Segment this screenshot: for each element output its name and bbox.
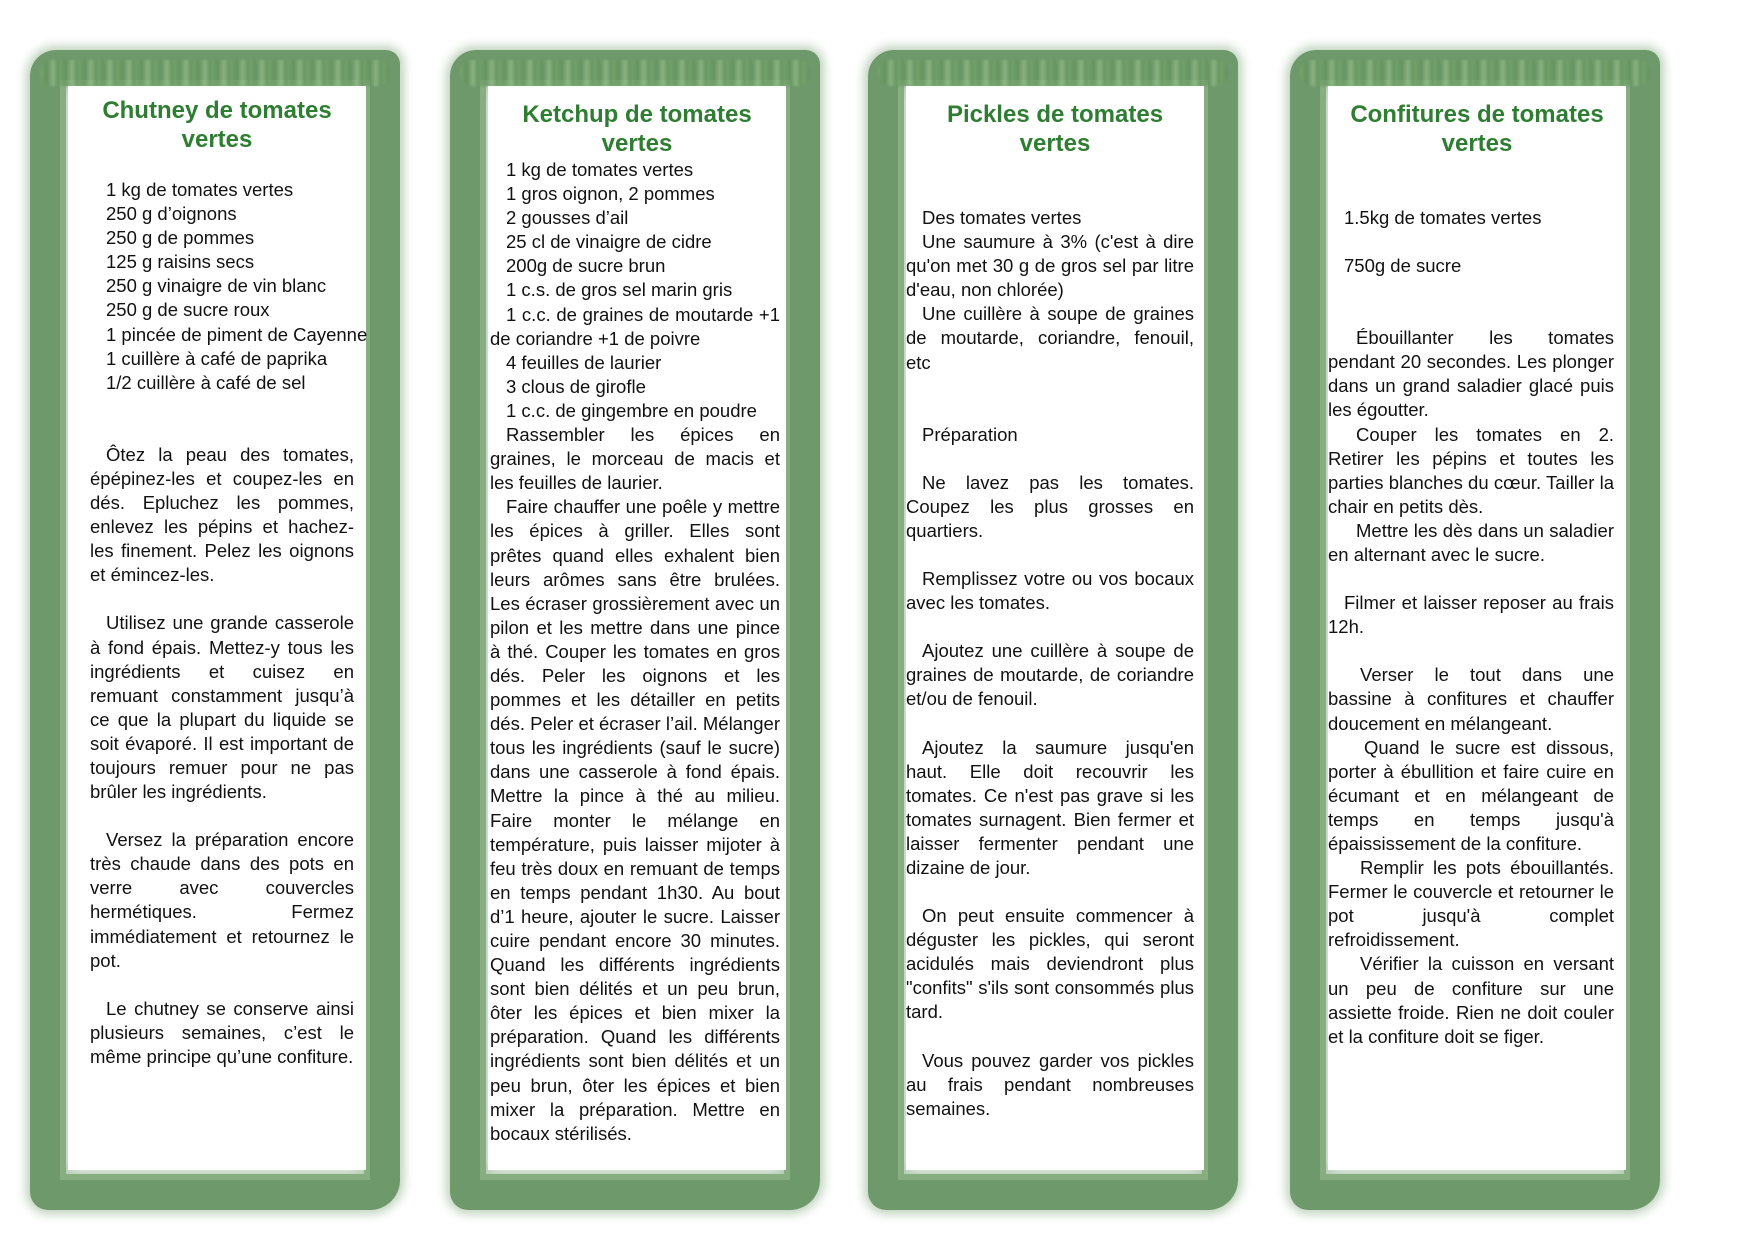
- ingredient-item: Des tomates vertes: [922, 207, 1082, 228]
- ingredient-item: 250 g d’oignons: [106, 203, 237, 225]
- ingredient-item: 1 c.s. de gros sel marin gris: [506, 279, 733, 301]
- instruction-paragraph: Utilisez une grande casserole à fond épais. Mettez-y tous les ingrédients et cuisez en remuant constamment jusqu’à ce que la plupart du liquide se soit évaporé. Il est important de toujours remuer pour ne pas brûler les ingrédients.: [90, 612, 354, 803]
- card-title: Chutney de tomates vertes: [102, 97, 332, 153]
- ingredient-item: Une saumure à 3% (c'est à dire qu'on met 30 g de gros sel par litre d'eau, non chlorée): [906, 231, 1194, 301]
- ingredient-item: 1 gros oignon, 2 pommes: [506, 183, 715, 205]
- ingredient-item: 250 g de sucre roux: [106, 299, 270, 321]
- instruction-paragraph: Ébouillanter les tomates pendant 20 secondes. Les plonger dans un grand saladier glacé puis les égoutter.: [1328, 327, 1614, 421]
- card-title: Pickles de tomates vertes: [946, 101, 1164, 157]
- instruction-paragraph: Ne lavez pas les tomates. Coupez les plus grosses en quartiers.: [906, 471, 1194, 541]
- ingredient-item: 1 c.c. de graines de moutarde +1 de coriandre +1 de poivre: [490, 303, 780, 349]
- section-heading: Préparation: [922, 423, 1018, 445]
- card-content: [1328, 86, 1626, 1170]
- ingredient-item: 4 feuilles de laurier: [506, 351, 662, 373]
- instruction-paragraph: On peut ensuite commencer à déguster les pickles, qui seront acidulés mais deviendront plus "confits" s'ils sont consommés plus tard.: [906, 905, 1194, 1023]
- instruction-paragraph: Ajoutez la saumure jusqu'en haut. Elle doit recouvrir les tomates. Ce n'est pas grave si les tomates surnagent. Bien fermer et laisser fermenter pendant une dizaine de jour.: [906, 736, 1194, 878]
- ingredient-item: 125 g raisins secs: [106, 251, 255, 273]
- ingredient-list: [490, 158, 780, 423]
- instruction-paragraph: Vous pouvez garder vos pickles au frais pendant nombreuses semaines.: [906, 1049, 1194, 1119]
- instruction-paragraph: Ôtez la peau des tomates, épépinez-les et coupez-les en dés. Epluchez les pommes, enlevez les pépins et hachez-les finement. Pelez les oignons et émincez-les.: [90, 443, 354, 586]
- ingredient-item: 1 pincée de piment de Cayenne: [106, 323, 368, 345]
- ingredient-item: 1 cuillère à café de paprika: [106, 347, 328, 369]
- recipe-card-chutney: [30, 50, 400, 1210]
- instruction-paragraph: Remplir les pots ébouillantés. Fermer le couvercle et retourner le pot jusqu'à complet refroidissement.: [1328, 857, 1614, 951]
- ingredient-item: 1/2 cuillère à café de sel: [106, 371, 306, 393]
- ingredient-item: 25 cl de vinaigre de cidre: [506, 231, 712, 253]
- ingredient-item: 1 kg de tomates vertes: [106, 179, 294, 200]
- recipe-card-ketchup: [450, 50, 820, 1210]
- ingredient-list: [906, 206, 1194, 375]
- instruction-paragraph: Ajoutez une cuillère à soupe de graines de moutarde, de coriandre et/ou de fenouil.: [906, 640, 1194, 710]
- ingredient-item: 1.5kg de tomates vertes: [1344, 207, 1542, 228]
- ingredient-item: 1 c.c. de gingembre en poudre: [506, 399, 757, 421]
- instruction-paragraph: Vérifier la cuisson en versant un peu de confiture sur une assiette froide. Rien ne doit couler et la confiture doit se figer.: [1328, 953, 1614, 1047]
- recipe-card-confiture: [1290, 50, 1660, 1210]
- card-title: Ketchup de tomates vertes: [522, 101, 752, 157]
- instruction-paragraph: Faire chauffer une poêle y mettre les épices à griller. Elles sont prêtes quand elles exhalent bien leurs arômes sans être brulées. Les écraser grossièrement avec un pilon et les mettre dans une pince à thé. Couper les tomates en gros dés. Peler les oignons et les pommes et les détailler en petits dés. Peler et écraser l’ail. Mélanger tous les ingrédients (sauf le sucre) dans une casserole à fond épais. Mettre la pince à thé au milieu. Faire monter le mélange en température, puis laisser mijoter à feu très doux en remuant de temps en temps pendant 1h30. Au bout d’1 heure, ajouter le sucre. Laisser cuire pendant encore 30 minutes. Quand les différents ingrédients sont bien délités et un peu brun, ôter les épices et bien mixer la préparation. Quand les différents ingrédients sont bien délités et un peu brun, ôter les épices et bien mixer la préparation. Mettre en bocaux stérilisés.: [490, 496, 780, 1144]
- ingredient-list: [90, 178, 368, 395]
- card-title: Confitures de tomates vertes: [1350, 101, 1604, 157]
- instruction-paragraph: Rassembler les épices en graines, le morceau de macis et les feuilles de laurier.: [490, 424, 780, 494]
- instruction-paragraph: Verser le tout dans une bassine à confitures et chauffer doucement en mélangeant.: [1328, 664, 1614, 734]
- ingredient-item: 3 clous de girofle: [506, 375, 646, 397]
- ingredient-item: Une cuillère à soupe de graines de moutarde, coriandre, fenouil, etc: [906, 303, 1194, 373]
- instruction-paragraph: Quand le sucre est dissous, porter à ébullition et faire cuire en écumant et en mélangeant de temps en temps jusqu'à épaississement de la confiture.: [1328, 736, 1614, 854]
- ingredient-item: 200g de sucre brun: [506, 255, 666, 277]
- ingredient-item: 750g de sucre: [1344, 255, 1462, 277]
- instruction-paragraph: Filmer et laisser reposer au frais 12h.: [1328, 592, 1614, 638]
- card-content: [68, 86, 366, 1170]
- ingredient-item: 250 g vinaigre de vin blanc: [106, 275, 327, 297]
- ingredient-list: [1328, 206, 1614, 278]
- instruction-paragraph: Versez la préparation encore très chaude dans des pots en verre avec couvercles hermétiques. Fermez immédiatement et retournez le pot.: [90, 829, 354, 971]
- instruction-paragraph: Remplissez votre ou vos bocaux avec les tomates.: [906, 568, 1194, 614]
- card-content: [906, 86, 1204, 1170]
- instruction-paragraph: Couper les tomates en 2. Retirer les pépins et toutes les parties blanches du cœur. Tailler la chair en petits dès.: [1328, 423, 1614, 517]
- card-content: [488, 86, 786, 1170]
- ingredient-item: 1 kg de tomates vertes: [506, 159, 694, 180]
- ingredient-item: 250 g de pommes: [106, 227, 255, 249]
- ingredient-item: 2 gousses d’ail: [506, 207, 629, 229]
- recipe-card-pickles: [868, 50, 1238, 1210]
- instruction-paragraph: Le chutney se conserve ainsi plusieurs semaines, c’est le même principe qu’une confiture.: [90, 997, 354, 1067]
- instruction-paragraph: Mettre les dès dans un saladier en alternant avec le sucre.: [1328, 519, 1614, 566]
